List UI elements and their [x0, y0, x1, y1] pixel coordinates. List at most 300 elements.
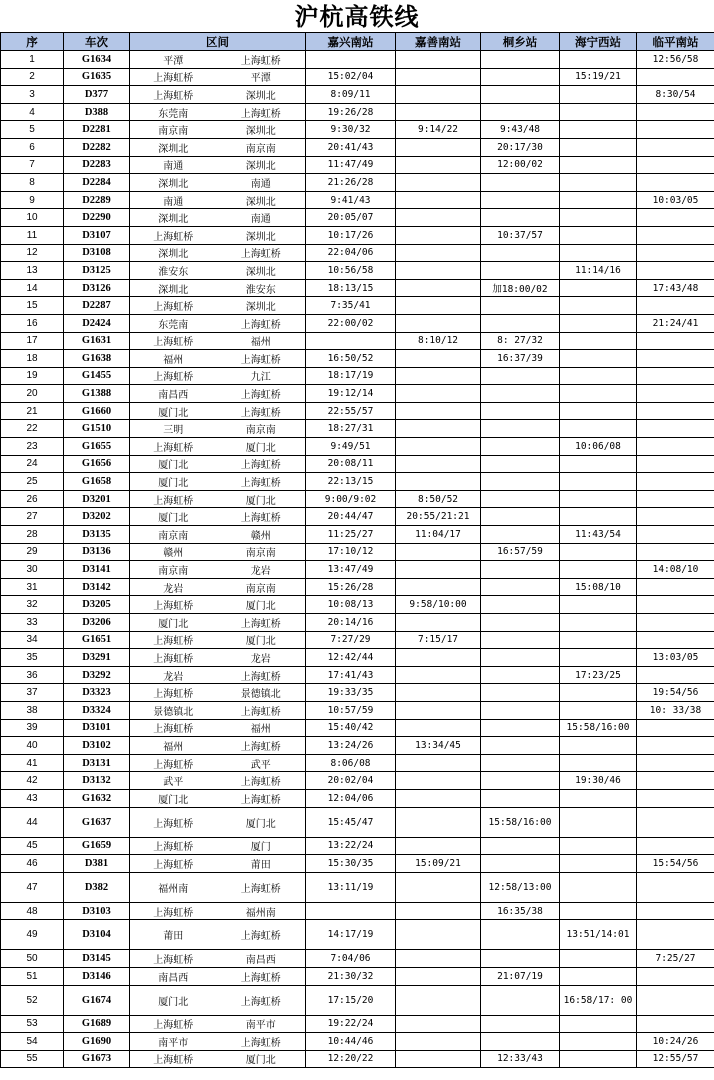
time-linpingnan	[637, 332, 714, 350]
row-number: 28	[1, 526, 64, 544]
section-from: 上海虹桥	[130, 649, 217, 667]
time-tongxiang	[481, 262, 560, 280]
time-jiashannan	[396, 578, 481, 596]
section-from: 龙岩	[130, 578, 217, 596]
time-hainingxi	[560, 855, 637, 873]
time-tongxiang	[481, 420, 560, 438]
time-jiaxingnan: 7:04/06	[306, 950, 396, 968]
time-jiashannan	[396, 103, 481, 121]
time-tongxiang	[481, 920, 560, 950]
time-hainingxi	[560, 490, 637, 508]
time-tongxiang	[481, 402, 560, 420]
time-linpingnan	[637, 297, 714, 315]
time-jiashannan	[396, 543, 481, 561]
time-tongxiang	[481, 455, 560, 473]
train-number: D2283	[64, 156, 130, 174]
time-jiaxingnan	[306, 902, 396, 920]
time-hainingxi	[560, 332, 637, 350]
time-hainingxi	[560, 420, 637, 438]
time-jiaxingnan: 18:13/15	[306, 279, 396, 297]
row-number: 17	[1, 332, 64, 350]
time-linpingnan: 17:43/48	[637, 279, 714, 297]
time-tongxiang	[481, 1015, 560, 1033]
row-number: 20	[1, 385, 64, 403]
row-number: 40	[1, 737, 64, 755]
table-row	[1, 872, 714, 902]
time-hainingxi: 16:58/17: 00	[560, 985, 637, 1015]
table-row	[1, 279, 714, 297]
time-tongxiang: 12:00/02	[481, 156, 560, 174]
section-from: 武平	[130, 772, 217, 790]
time-linpingnan	[637, 138, 714, 156]
section-from: 上海虹桥	[130, 297, 217, 315]
time-linpingnan	[637, 985, 714, 1015]
time-jiashannan	[396, 1050, 481, 1068]
time-tongxiang	[481, 174, 560, 192]
time-jiashannan: 9:58/10:00	[396, 596, 481, 614]
time-hainingxi	[560, 649, 637, 667]
time-tongxiang	[481, 244, 560, 262]
train-number: D3125	[64, 262, 130, 280]
section-to: 上海虹桥	[217, 455, 306, 473]
train-number: G1631	[64, 332, 130, 350]
time-hainingxi	[560, 244, 637, 262]
train-number: G1637	[64, 807, 130, 837]
row-number: 19	[1, 367, 64, 385]
time-hainingxi	[560, 174, 637, 192]
time-jiaxingnan: 17:15/20	[306, 985, 396, 1015]
time-jiaxingnan: 22:13/15	[306, 473, 396, 491]
time-tongxiang	[481, 490, 560, 508]
train-number: D3104	[64, 920, 130, 950]
section-to: 深圳北	[217, 262, 306, 280]
timetable-body	[1, 51, 714, 1068]
train-number: G1510	[64, 420, 130, 438]
time-linpingnan	[637, 631, 714, 649]
time-jiashannan	[396, 262, 481, 280]
time-hainingxi	[560, 543, 637, 561]
time-linpingnan: 15:54/56	[637, 855, 714, 873]
section-to: 上海虹桥	[217, 51, 306, 69]
train-number: D3142	[64, 578, 130, 596]
train-number: G1388	[64, 385, 130, 403]
row-number: 13	[1, 262, 64, 280]
table-row	[1, 455, 714, 473]
time-linpingnan	[637, 902, 714, 920]
time-jiaxingnan: 10:08/13	[306, 596, 396, 614]
time-tongxiang	[481, 297, 560, 315]
table-row	[1, 402, 714, 420]
row-number: 34	[1, 631, 64, 649]
row-number: 16	[1, 314, 64, 332]
train-number: D382	[64, 872, 130, 902]
section-from: 景德镇北	[130, 701, 217, 719]
section-to: 上海虹桥	[217, 772, 306, 790]
time-tongxiang: 16:37/39	[481, 350, 560, 368]
section-to: 深圳北	[217, 121, 306, 139]
section-from: 深圳北	[130, 138, 217, 156]
time-linpingnan	[637, 967, 714, 985]
time-hainingxi	[560, 902, 637, 920]
time-jiashannan: 8:50/52	[396, 490, 481, 508]
time-hainingxi	[560, 614, 637, 632]
table-row	[1, 950, 714, 968]
table-row	[1, 985, 714, 1015]
section-from: 莆田	[130, 920, 217, 950]
time-tongxiang: 加18:00/02	[481, 279, 560, 297]
section-to: 厦门北	[217, 596, 306, 614]
row-number: 38	[1, 701, 64, 719]
time-tongxiang	[481, 719, 560, 737]
table-row	[1, 490, 714, 508]
section-to: 厦门北	[217, 490, 306, 508]
time-jiaxingnan: 9:49/51	[306, 438, 396, 456]
table-row	[1, 121, 714, 139]
time-jiaxingnan: 8:06/08	[306, 754, 396, 772]
section-to: 深圳北	[217, 226, 306, 244]
time-tongxiang	[481, 837, 560, 855]
table-row	[1, 314, 714, 332]
time-jiaxingnan: 12:04/06	[306, 789, 396, 807]
time-jiashannan	[396, 1015, 481, 1033]
table-row	[1, 244, 714, 262]
time-jiashannan	[396, 314, 481, 332]
train-number: D3107	[64, 226, 130, 244]
section-to: 上海虹桥	[217, 1033, 306, 1051]
section-from: 上海虹桥	[130, 684, 217, 702]
train-number: D3145	[64, 950, 130, 968]
table-row	[1, 526, 714, 544]
time-jiaxingnan: 14:17/19	[306, 920, 396, 950]
time-tongxiang	[481, 701, 560, 719]
table-row	[1, 226, 714, 244]
section-to: 上海虹桥	[217, 614, 306, 632]
time-tongxiang	[481, 855, 560, 873]
time-jiashannan	[396, 837, 481, 855]
section-from: 厦门北	[130, 455, 217, 473]
time-linpingnan	[637, 420, 714, 438]
time-jiaxingnan: 20:41/43	[306, 138, 396, 156]
time-jiashannan	[396, 402, 481, 420]
row-number: 24	[1, 455, 64, 473]
time-tongxiang	[481, 985, 560, 1015]
table-row	[1, 174, 714, 192]
section-from: 上海虹桥	[130, 438, 217, 456]
time-tongxiang	[481, 596, 560, 614]
train-number: G1674	[64, 985, 130, 1015]
section-to: 龙岩	[217, 561, 306, 579]
row-number: 1	[1, 51, 64, 69]
time-jiashannan	[396, 174, 481, 192]
table-row	[1, 332, 714, 350]
time-linpingnan	[637, 262, 714, 280]
time-linpingnan	[637, 754, 714, 772]
train-number: D3136	[64, 543, 130, 561]
time-jiashannan: 13:34/45	[396, 737, 481, 755]
section-to: 南平市	[217, 1015, 306, 1033]
time-jiaxingnan: 18:17/19	[306, 367, 396, 385]
time-tongxiang: 8: 27/32	[481, 332, 560, 350]
time-hainingxi	[560, 631, 637, 649]
table-row	[1, 438, 714, 456]
section-from: 福州	[130, 350, 217, 368]
time-jiashannan	[396, 807, 481, 837]
table-row	[1, 1050, 714, 1068]
time-jiashannan	[396, 209, 481, 227]
section-from: 南通	[130, 191, 217, 209]
time-jiashannan	[396, 950, 481, 968]
row-number: 8	[1, 174, 64, 192]
train-number: D388	[64, 103, 130, 121]
time-linpingnan	[637, 244, 714, 262]
time-hainingxi	[560, 789, 637, 807]
header-no: 序	[1, 33, 64, 51]
train-number: G1655	[64, 438, 130, 456]
section-to: 上海虹桥	[217, 402, 306, 420]
section-from: 东莞南	[130, 103, 217, 121]
section-from: 上海虹桥	[130, 226, 217, 244]
section-from: 淮安东	[130, 262, 217, 280]
time-jiaxingnan: 16:50/52	[306, 350, 396, 368]
table-row	[1, 262, 714, 280]
section-to: 深圳北	[217, 191, 306, 209]
time-linpingnan	[637, 508, 714, 526]
row-number: 5	[1, 121, 64, 139]
time-jiashannan	[396, 561, 481, 579]
section-to: 厦门	[217, 837, 306, 855]
time-jiaxingnan: 9:00/9:02	[306, 490, 396, 508]
time-hainingxi	[560, 314, 637, 332]
table-row	[1, 86, 714, 104]
train-number: G1634	[64, 51, 130, 69]
section-to: 南通	[217, 174, 306, 192]
time-jiaxingnan: 12:42/44	[306, 649, 396, 667]
time-jiashannan	[396, 138, 481, 156]
train-number: D3103	[64, 902, 130, 920]
row-number: 41	[1, 754, 64, 772]
time-jiaxingnan: 19:26/28	[306, 103, 396, 121]
time-linpingnan	[637, 719, 714, 737]
time-jiaxingnan: 9:41/43	[306, 191, 396, 209]
section-to: 上海虹桥	[217, 737, 306, 755]
section-from: 上海虹桥	[130, 490, 217, 508]
time-jiashannan	[396, 614, 481, 632]
table-row	[1, 719, 714, 737]
section-from: 上海虹桥	[130, 1050, 217, 1068]
time-jiaxingnan: 20:44/47	[306, 508, 396, 526]
time-jiashannan	[396, 1033, 481, 1051]
time-jiaxingnan: 10:57/59	[306, 701, 396, 719]
time-jiashannan	[396, 51, 481, 69]
section-from: 平潭	[130, 51, 217, 69]
time-linpingnan: 13:03/05	[637, 649, 714, 667]
time-hainingxi	[560, 1015, 637, 1033]
section-to: 福州	[217, 332, 306, 350]
section-from: 上海虹桥	[130, 68, 217, 86]
row-number: 10	[1, 209, 64, 227]
section-from: 福州南	[130, 872, 217, 902]
time-linpingnan	[637, 350, 714, 368]
time-linpingnan	[637, 596, 714, 614]
section-to: 上海虹桥	[217, 508, 306, 526]
table-row	[1, 754, 714, 772]
time-tongxiang: 21:07/19	[481, 967, 560, 985]
header-linpingnan: 临平南站	[637, 33, 714, 51]
time-hainingxi	[560, 872, 637, 902]
time-linpingnan: 10:03/05	[637, 191, 714, 209]
row-number: 18	[1, 350, 64, 368]
row-number: 42	[1, 772, 64, 790]
time-hainingxi	[560, 837, 637, 855]
time-jiashannan	[396, 367, 481, 385]
time-tongxiang	[481, 789, 560, 807]
time-tongxiang	[481, 51, 560, 69]
time-linpingnan	[637, 473, 714, 491]
time-linpingnan	[637, 578, 714, 596]
section-from: 上海虹桥	[130, 807, 217, 837]
row-number: 27	[1, 508, 64, 526]
time-tongxiang	[481, 367, 560, 385]
time-linpingnan: 19:54/56	[637, 684, 714, 702]
train-number: D2290	[64, 209, 130, 227]
time-jiaxingnan: 21:30/32	[306, 967, 396, 985]
time-tongxiang	[481, 950, 560, 968]
time-jiashannan	[396, 244, 481, 262]
time-hainingxi: 19:30/46	[560, 772, 637, 790]
table-row	[1, 543, 714, 561]
time-hainingxi: 17:23/25	[560, 666, 637, 684]
time-jiashannan	[396, 279, 481, 297]
section-to: 南昌西	[217, 950, 306, 968]
time-jiashannan	[396, 68, 481, 86]
train-number: D3101	[64, 719, 130, 737]
table-row	[1, 666, 714, 684]
time-hainingxi	[560, 209, 637, 227]
time-jiashannan	[396, 191, 481, 209]
section-to: 南京南	[217, 578, 306, 596]
train-number: D377	[64, 86, 130, 104]
table-row	[1, 51, 714, 69]
table-row	[1, 967, 714, 985]
time-tongxiang	[481, 614, 560, 632]
table-row	[1, 578, 714, 596]
time-jiaxingnan: 15:30/35	[306, 855, 396, 873]
time-tongxiang	[481, 526, 560, 544]
row-number: 7	[1, 156, 64, 174]
time-tongxiang: 16:57/59	[481, 543, 560, 561]
time-jiashannan	[396, 701, 481, 719]
time-linpingnan	[637, 526, 714, 544]
time-jiaxingnan: 22:04/06	[306, 244, 396, 262]
section-to: 福州	[217, 719, 306, 737]
train-number: D3131	[64, 754, 130, 772]
time-jiaxingnan: 11:47/49	[306, 156, 396, 174]
time-jiashannan	[396, 86, 481, 104]
section-to: 深圳北	[217, 156, 306, 174]
section-to: 厦门北	[217, 1050, 306, 1068]
time-hainingxi	[560, 191, 637, 209]
time-tongxiang	[481, 737, 560, 755]
table-row	[1, 737, 714, 755]
time-jiashannan	[396, 684, 481, 702]
header-jiashannan: 嘉善南站	[396, 33, 481, 51]
train-number: G1673	[64, 1050, 130, 1068]
section-from: 南通	[130, 156, 217, 174]
section-to: 上海虹桥	[217, 244, 306, 262]
time-jiashannan	[396, 920, 481, 950]
time-jiashannan	[396, 967, 481, 985]
section-from: 上海虹桥	[130, 1015, 217, 1033]
row-number: 49	[1, 920, 64, 950]
row-number: 4	[1, 103, 64, 121]
time-hainingxi: 15:58/16:00	[560, 719, 637, 737]
row-number: 33	[1, 614, 64, 632]
section-to: 淮安东	[217, 279, 306, 297]
time-jiaxingnan: 20:14/16	[306, 614, 396, 632]
section-to: 厦门北	[217, 438, 306, 456]
section-to: 厦门北	[217, 631, 306, 649]
time-jiaxingnan: 10:17/26	[306, 226, 396, 244]
time-hainingxi	[560, 561, 637, 579]
time-tongxiang: 15:58/16:00	[481, 807, 560, 837]
section-from: 东莞南	[130, 314, 217, 332]
time-hainingxi: 15:19/21	[560, 68, 637, 86]
time-jiashannan: 8:10/12	[396, 332, 481, 350]
section-from: 上海虹桥	[130, 855, 217, 873]
table-row	[1, 209, 714, 227]
time-linpingnan	[637, 920, 714, 950]
row-number: 53	[1, 1015, 64, 1033]
section-from: 上海虹桥	[130, 596, 217, 614]
table-row	[1, 631, 714, 649]
row-number: 29	[1, 543, 64, 561]
train-number: D3292	[64, 666, 130, 684]
time-tongxiang	[481, 684, 560, 702]
table-row	[1, 385, 714, 403]
time-tongxiang: 20:17/30	[481, 138, 560, 156]
row-number: 9	[1, 191, 64, 209]
section-from: 深圳北	[130, 174, 217, 192]
time-jiaxingnan: 19:22/24	[306, 1015, 396, 1033]
train-number: D3102	[64, 737, 130, 755]
section-to: 莆田	[217, 855, 306, 873]
section-to: 赣州	[217, 526, 306, 544]
time-jiaxingnan: 19:33/35	[306, 684, 396, 702]
header-tongxiang: 桐乡站	[481, 33, 560, 51]
time-tongxiang	[481, 508, 560, 526]
row-number: 14	[1, 279, 64, 297]
section-from: 南昌西	[130, 385, 217, 403]
section-to: 上海虹桥	[217, 789, 306, 807]
row-number: 43	[1, 789, 64, 807]
time-jiashannan	[396, 902, 481, 920]
row-number: 37	[1, 684, 64, 702]
time-linpingnan	[637, 455, 714, 473]
train-number: G1656	[64, 455, 130, 473]
time-linpingnan: 7:25/27	[637, 950, 714, 968]
train-number: D3141	[64, 561, 130, 579]
train-number: D3126	[64, 279, 130, 297]
time-hainingxi: 11:14/16	[560, 262, 637, 280]
row-number: 35	[1, 649, 64, 667]
row-number: 50	[1, 950, 64, 968]
time-hainingxi	[560, 684, 637, 702]
table-row	[1, 920, 714, 950]
time-jiashannan	[396, 985, 481, 1015]
section-to: 上海虹桥	[217, 967, 306, 985]
time-jiashannan	[396, 649, 481, 667]
train-number: G1690	[64, 1033, 130, 1051]
